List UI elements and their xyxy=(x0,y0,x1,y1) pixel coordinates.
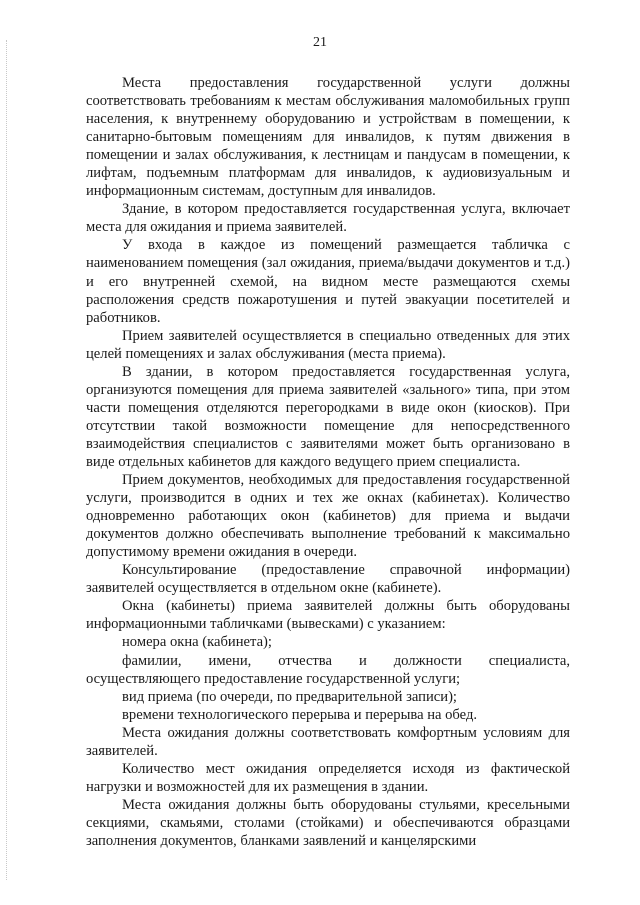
paragraph: Места предоставления государственной услуги должны соответствовать требованиям к местам обслуживания маломобильных групп населения, к внутреннему оборудованию и устройствам в помещении, к санитарно-бытовым помещениям для инвалидов, к путям движения в помещении и залах обслуживания, к лестницам и пандусам в помещении, к лифтам, подъемным платформам для инвалидов, к аудиовизуальным и информационным системам, доступным для инвалидов. xyxy=(86,75,570,200)
list-item: вид приема (по очереди, по предварительной записи); xyxy=(122,688,457,705)
paragraph: Места ожидания должны соответствовать комфортным условиям для заявителей. xyxy=(86,724,570,759)
paragraph: Прием заявителей осуществляется в специально отведенных для этих целей помещениях и залах обслуживания (места приема). xyxy=(86,327,570,362)
list-item: времени технологического перерыва и перерыва на обед. xyxy=(122,706,478,723)
page-edge-divider xyxy=(6,40,7,880)
paragraph: У входа в каждое из помещений размещается табличка с наименованием помещения (зал ожидания, приема/выдачи документов и т.д.) и его внутренней схемой, на видном месте размещаются схемы расположения средств пожаротушения и путей эвакуации посетителей и работников. xyxy=(86,237,570,326)
paragraph: Прием документов, необходимых для предоставления государственной услуги, производится в одних и тех же окнах (кабинетах). Количество одновременно работающих окон (кабинетов) для приема и выдачи документов должно обеспечивать выполнение требований к максимально допустимому времени ожидания в очереди. xyxy=(86,472,570,561)
paragraph: Окна (кабинеты) приема заявителей должны быть оборудованы информационными табличками (вывесками) с указанием: xyxy=(86,598,570,633)
paragraph: Здание, в котором предоставляется государственная услуга, включает места для ожидания и приема заявителей. xyxy=(86,201,570,236)
list-item: фамилии, имени, отчества и должности специалиста, осуществляющего предоставление государственной услуги; xyxy=(86,652,570,687)
paragraph: Места ожидания должны быть оборудованы стульями, кресельными секциями, скамьями, столами (стойками) и обеспечиваются образцами заполнения документов, бланками заявлений и канцелярскими xyxy=(86,796,570,849)
paragraph: В здании, в котором предоставляется государственная услуга, организуются помещения для приема заявителей «зального» типа, при этом части помещения отделяются перегородками в виде окон (киосков). При отсутствии такой возможности помещение для непосредственного взаимодействия специалистов с заявителями может быть организовано в виде отдельных кабинетов для каждого ведущего прием специалиста. xyxy=(86,363,570,470)
paragraph: Консультирование (предоставление справочной информации) заявителей осуществляется в отдельном окне (кабинете). xyxy=(86,562,570,597)
paragraph: Количество мест ожидания определяется исходя из фактической нагрузки и возможностей для их размещения в здании. xyxy=(86,760,570,795)
document-body xyxy=(86,74,570,850)
page-number: 21 xyxy=(313,35,327,50)
list-item: номера окна (кабинета); xyxy=(122,634,272,651)
